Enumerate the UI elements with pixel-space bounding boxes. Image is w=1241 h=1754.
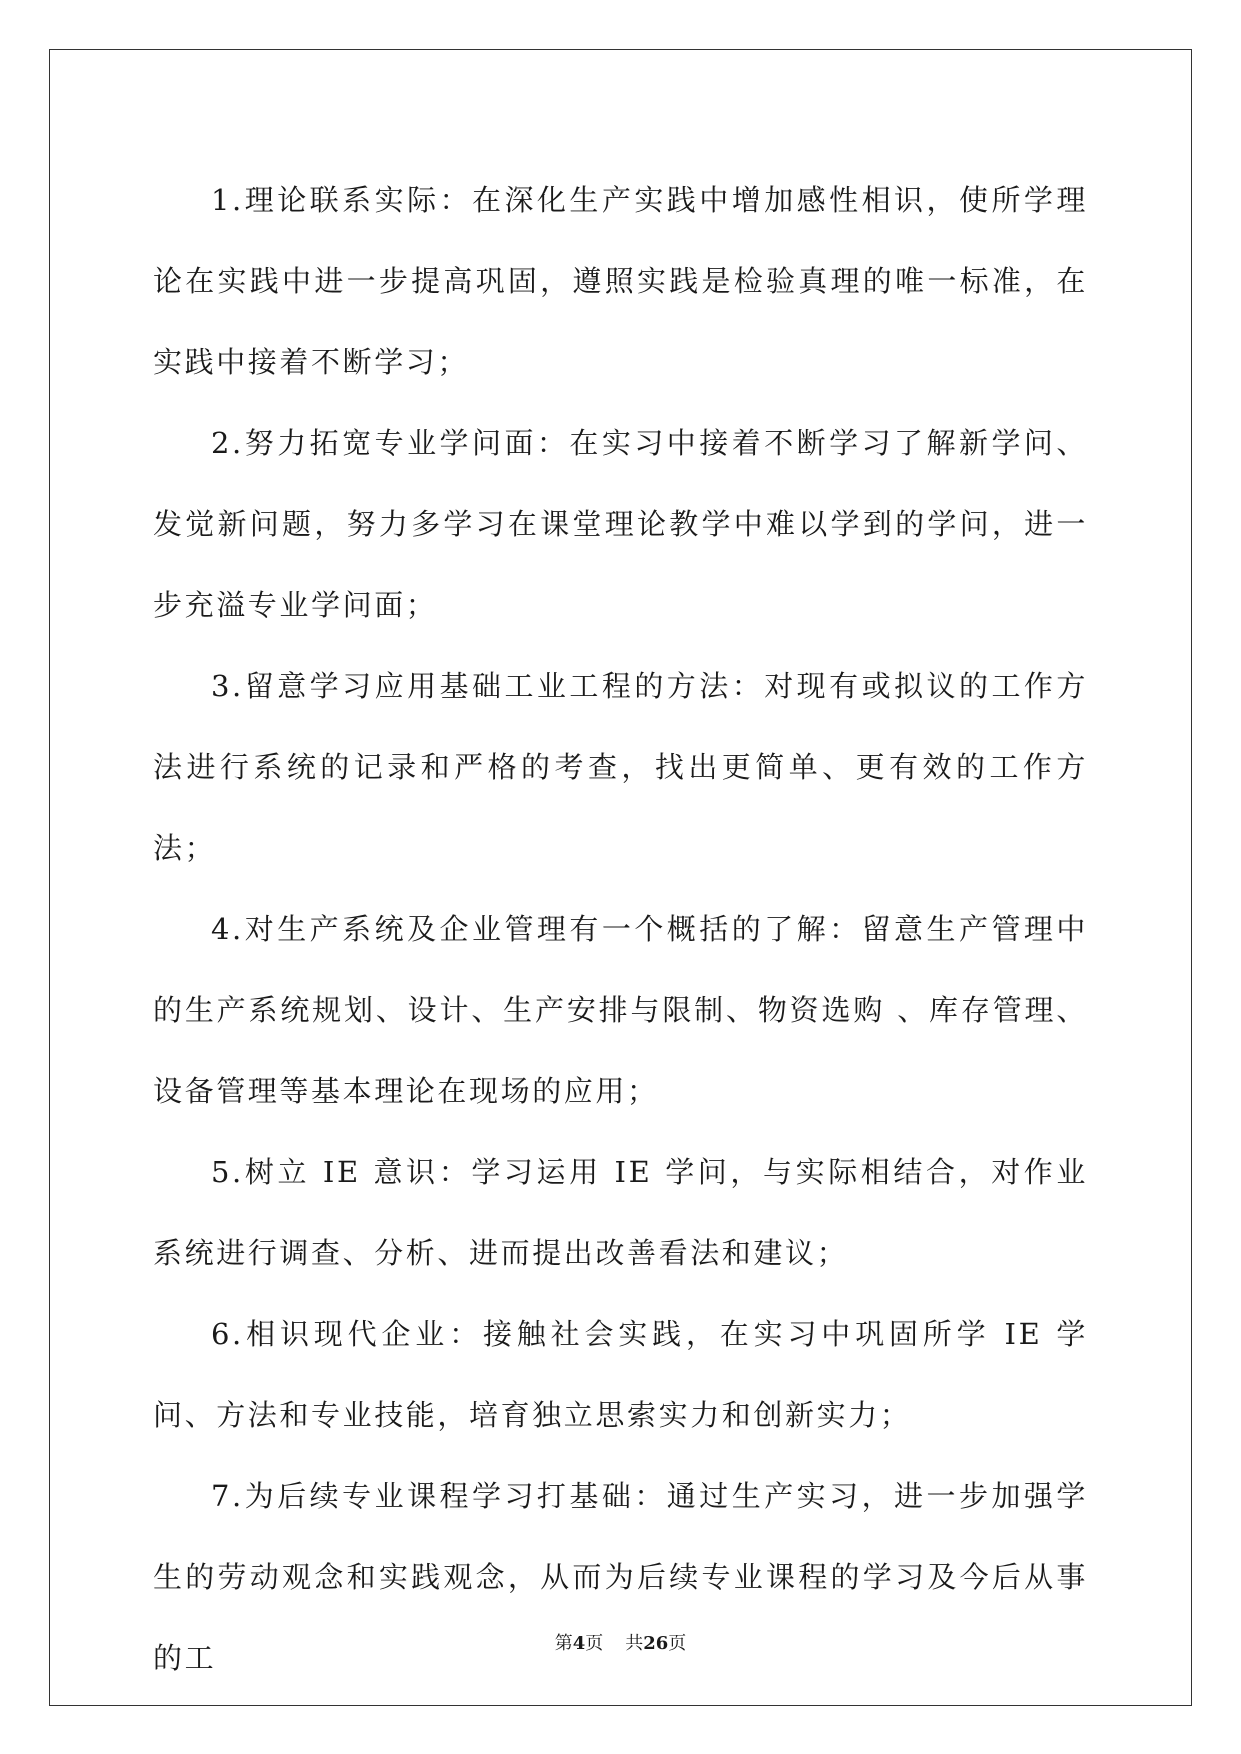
page-suffix: 页 xyxy=(585,1633,604,1654)
paragraph-7: 7.为后续专业课程学习打基础：通过生产实习，进一步加强学生的劳动观念和实践观念，从而为后续专业课程的学习及今后从事的工 xyxy=(153,1479,1088,1675)
total-suffix: 页 xyxy=(668,1633,687,1654)
paragraph-3: 3.留意学习应用基础工业工程的方法：对现有或拟议的工作方法进行系统的记录和严格的考查，找出更简单、更有效的工作方法； xyxy=(153,669,1088,865)
total-prefix: 共 xyxy=(625,1633,644,1654)
paragraph-6: 6.相识现代企业：接触社会实践，在实习中巩固所学 IE 学问、方法和专业技能，培育独立思索实力和创新实力； xyxy=(153,1317,1088,1432)
current-page-number: 4 xyxy=(572,1633,586,1654)
paragraph-5: 5.树立 IE 意识：学习运用 IE 学问，与实际相结合，对作业系统进行调查、分析、进而提出改善看法和建议； xyxy=(153,1155,1088,1270)
paragraph-4: 4.对生产系统及企业管理有一个概括的了解：留意生产管理中的生产系统规划、设计、生产安排与限制、物资选购 、库存管理、设备管理等基本理论在现场的应用； xyxy=(153,912,1088,1108)
total-page-count: 26 xyxy=(643,1633,669,1654)
page-footer xyxy=(0,1632,1241,1656)
page-prefix: 第 xyxy=(554,1633,573,1654)
document-body xyxy=(153,160,1088,1699)
paragraph-2: 2.努力拓宽专业学问面：在实习中接着不断学习了解新学问、发觉新问题，努力多学习在课堂理论教学中难以学到的学问，进一步充溢专业学问面； xyxy=(153,426,1088,622)
paragraph-1: 1.理论联系实际：在深化生产实践中增加感性相识，使所学理论在实践中进一步提高巩固，遵照实践是检验真理的唯一标准，在实践中接着不断学习； xyxy=(153,183,1088,379)
